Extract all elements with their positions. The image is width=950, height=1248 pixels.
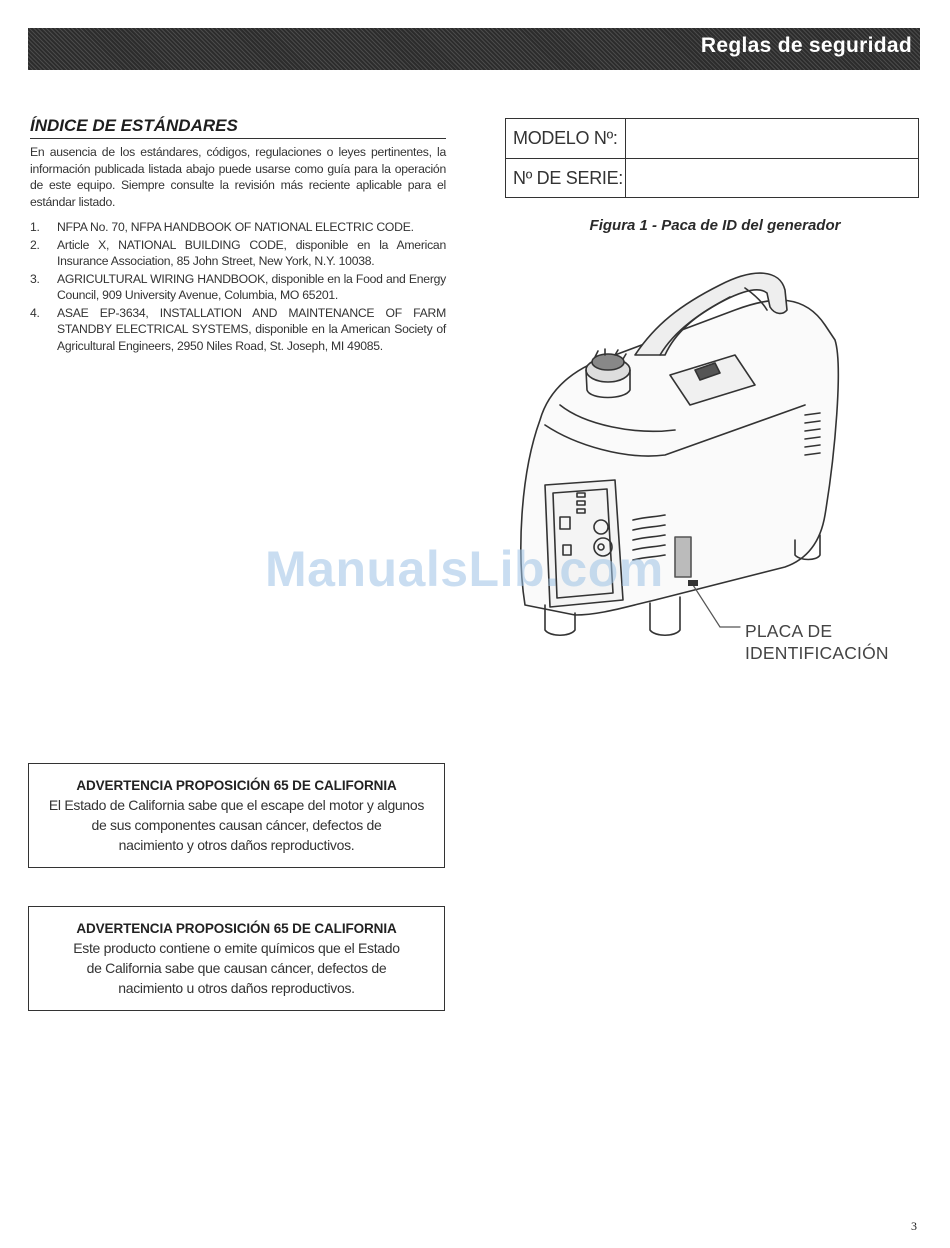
serial-row (506, 158, 918, 198)
header-title: Reglas de seguridad (700, 34, 912, 57)
id-plate-callout (745, 620, 889, 664)
list-item-text: AGRICULTURAL WIRING HANDBOOK, disponible en la Food and Energy Council, 909 University Avenue, Columbia, MO 65201. (57, 271, 446, 302)
prop65-warning-product (28, 906, 445, 1011)
model-label: MODELO Nº: (506, 119, 626, 158)
warning-title: ADVERTENCIA PROPOSICIÓN 65 DE CALIFORNIA (76, 921, 397, 936)
list-item (30, 305, 446, 355)
callout-line-1: PLACA DE (745, 621, 833, 641)
warning-body (29, 795, 444, 855)
generator-illustration (505, 255, 925, 675)
warning-line: nacimiento u otros daños reproductivos. (118, 980, 355, 996)
list-item-text: ASAE EP-3634, INSTALLATION AND MAINTENANCE OF FARM STANDBY ELECTRICAL SYSTEMS, disponible en la American Society of Agricultural Engineers, 2950 Niles Road, St. Joseph, MI 49085. (57, 305, 446, 353)
list-item (30, 219, 446, 236)
standards-heading: ÍNDICE DE ESTÁNDARES (30, 116, 446, 139)
header-bar (28, 28, 920, 70)
list-item (30, 237, 446, 270)
figure-caption: Figura 1 - Paca de ID del generador (589, 217, 841, 234)
warning-body (29, 938, 444, 998)
warning-line: El Estado de California sabe que el escape del motor y algunos (48, 797, 425, 813)
list-item (30, 271, 446, 304)
list-item-number: 4. (30, 305, 40, 320)
serial-value (626, 159, 918, 198)
callout-line-2: IDENTIFICACIÓN (745, 643, 889, 663)
watermark: ManualsLib.com (265, 541, 664, 597)
list-item-number: 1. (30, 220, 40, 234)
warning-line: nacimiento y otros daños reproductivos. (118, 837, 355, 853)
list-item-number: 2. (30, 237, 40, 252)
warning-line: de sus componentes causan cáncer, defectos de (91, 817, 382, 833)
model-row (506, 119, 918, 158)
warning-line: de California sabe que causan cáncer, defectos de (86, 960, 387, 976)
list-item-number: 3. (30, 271, 40, 286)
warning-line: Este producto contiene o emite químicos que el Estado (73, 940, 400, 956)
list-item-text: NFPA No. 70, NFPA HANDBOOK OF NATIONAL ELECTRIC CODE. (57, 220, 414, 234)
standards-intro: En ausencia de los estándares, códigos, regulaciones o leyes pertinentes, la información publicada listada abajo puede usarse como guía para la operación de este equipo. Siempre consulte la revisión más reciente aplicable para el estándar listado. (30, 145, 446, 209)
page-number: 3 (911, 1219, 917, 1233)
model-value (626, 119, 918, 158)
serial-label: Nº DE SERIE: (506, 159, 626, 198)
standards-list (30, 219, 446, 355)
id-table (505, 118, 919, 198)
list-item-text: Article X, NATIONAL BUILDING CODE, disponible en la American Insurance Association, 85 John Street, New York, N.Y. 10038. (57, 237, 446, 268)
warning-title: ADVERTENCIA PROPOSICIÓN 65 DE CALIFORNIA (76, 778, 397, 793)
prop65-warning-engine (28, 763, 445, 868)
